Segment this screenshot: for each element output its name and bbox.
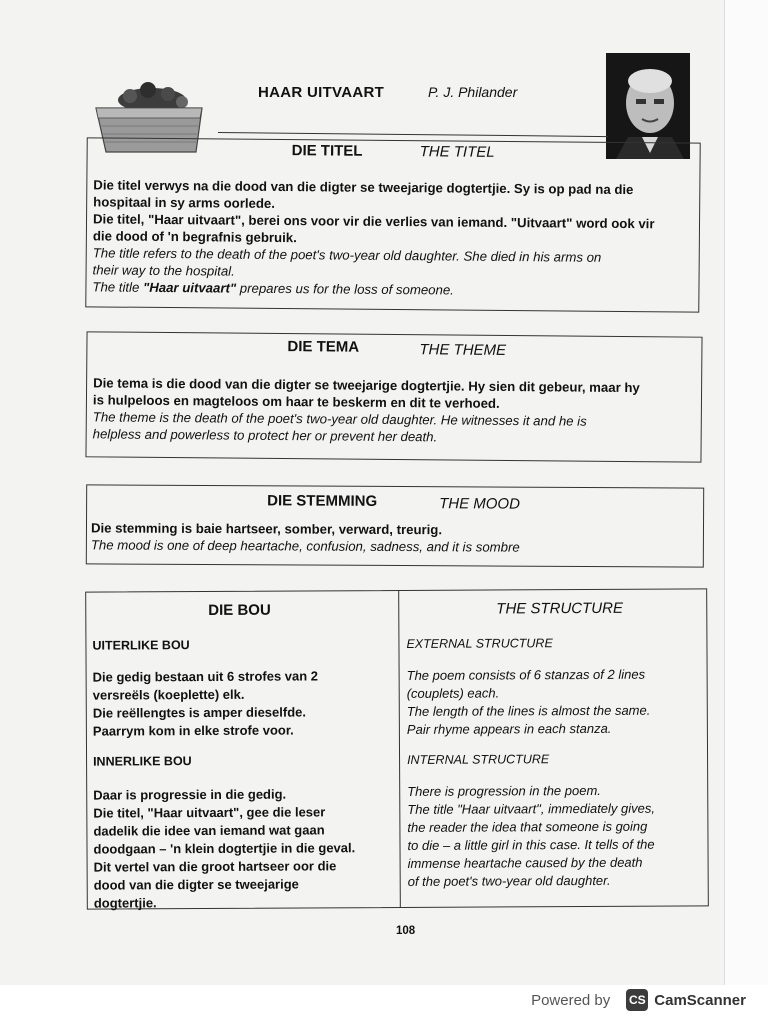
mood-section	[86, 484, 704, 567]
powered-by-text: Powered by	[531, 991, 611, 1009]
internal-line-af-1: Daar is progressie in die gedig.	[93, 786, 287, 803]
title-line-en-1: The title refers to the death of the poet's two-year old daughter. She died in his arms on	[92, 245, 602, 265]
camscanner-badge	[620, 985, 752, 1015]
external-line-af-4: Paarrym kom in elke strofe voor.	[92, 722, 294, 739]
theme-line-en-2: helpless and powerless to protect her or prevent her death.	[92, 426, 438, 445]
internal-line-en-4: to die – a little girl in this case. It tells of the	[407, 836, 655, 853]
internal-line-af-6: dood van die digter se tweejarige	[93, 876, 299, 893]
theme-heading-en: THE THEME	[419, 341, 507, 359]
structure-table	[85, 588, 709, 909]
theme-heading-af: DIE TEMA	[287, 338, 360, 356]
internal-line-af-4: doodgaan – 'n klein dogtertjie in die geval.	[93, 840, 356, 857]
title-line-af-4: die dood of 'n begrafnis gebruik.	[92, 228, 297, 246]
mood-text	[91, 519, 701, 556]
theme-line-en-1: The theme is the death of the poet's two-year old daughter. He witnesses it and he is	[92, 409, 587, 429]
external-structure-text-af	[93, 667, 393, 741]
internal-line-af-7: dogtertjie.	[93, 895, 157, 911]
theme-section	[85, 331, 702, 462]
external-line-en-2: (couplets) each.	[406, 685, 500, 701]
internal-structure-heading-en: INTERNAL STRUCTURE	[407, 752, 550, 767]
internal-structure-text-en	[407, 781, 704, 891]
poet-name: P. J. Philander	[428, 84, 518, 100]
theme-line-af-2: is hulpeloos en magteloos om haar te beskerm en dit te verhoed.	[92, 392, 500, 411]
title-line-en-3-bold: "Haar uitvaart"	[142, 279, 237, 296]
external-line-af-1: Die gedig bestaan uit 6 strofes van 2	[92, 668, 319, 685]
title-section	[85, 137, 700, 312]
title-line-af-1: Die titel verwys na die dood van die digter se tweejarige dogtertjie. Sy is op pad na die	[93, 177, 634, 198]
structure-column-divider	[398, 591, 401, 907]
internal-structure-text-af	[93, 785, 394, 913]
internal-line-en-1: There is progression in the poem.	[407, 782, 601, 799]
title-line-af-3: Die titel, "Haar uitvaart", berei ons voor vir die verlies van iemand. "Uitvaart" word ook vir	[92, 211, 655, 232]
external-line-af-3: Die reëllengtes is amper dieselfde.	[92, 704, 307, 721]
title-heading-en: THE TITEL	[419, 143, 495, 161]
title-line-en-3-post: prepares us for the loss of someone.	[236, 280, 454, 298]
page-number: 108	[396, 925, 416, 937]
mood-heading-en: THE MOOD	[439, 495, 521, 513]
internal-line-en-5: immense heartache caused by the death	[407, 854, 643, 871]
external-structure-text-en	[407, 665, 703, 739]
external-structure-heading-af: UITERLIKE BOU	[92, 638, 190, 653]
internal-line-af-3: dadelik die idee van iemand wat gaan	[93, 822, 325, 839]
structure-heading-af: DIE BOU	[208, 601, 271, 619]
theme-text	[93, 374, 700, 447]
title-text	[92, 176, 697, 300]
page-edge	[724, 0, 768, 985]
title-line-en-3-pre: The title	[92, 279, 144, 295]
external-line-en-4: Pair rhyme appears in each stanza.	[406, 720, 612, 737]
external-line-en-3: The length of the lines is almost the same.	[406, 702, 651, 719]
mood-line-af: Die stemming is baie hartseer, somber, verward, treurig.	[90, 520, 443, 538]
external-structure-heading-en: EXTERNAL STRUCTURE	[406, 636, 553, 651]
theme-line-af-1: Die tema is die dood van die digter se tweejarige dogtertjie. Hy sien dit gebeur, maar hy	[93, 375, 640, 396]
poem-title: HAAR UITVAART	[258, 84, 385, 101]
internal-structure-heading-af: INNERLIKE BOU	[93, 754, 192, 769]
title-line-af-2: hospitaal in sy arms oorlede.	[93, 194, 276, 211]
internal-line-en-3: the reader the idea that someone is going	[407, 818, 648, 835]
external-line-af-2: versreëls (koeplette) elk.	[92, 686, 245, 703]
camscanner-logo-icon: CS	[626, 989, 648, 1011]
mood-heading-af: DIE STEMMING	[267, 492, 378, 510]
camscanner-watermark	[531, 982, 752, 1018]
camscanner-brand-name: CamScanner	[654, 991, 746, 1009]
mood-line-en: The mood is one of deep heartache, confusion, sadness, and it is sombre	[90, 537, 520, 555]
title-heading-af: DIE TITEL	[291, 142, 363, 160]
title-line-en-2: their way to the hospital.	[92, 262, 235, 279]
structure-heading-en: THE STRUCTURE	[496, 599, 623, 618]
internal-line-af-5: Dit vertel van die groot hartseer oor die	[93, 858, 337, 875]
internal-line-en-2: The title "Haar uitvaart", immediately gives,	[407, 800, 656, 817]
external-line-en-1: The poem consists of 6 stanzas of 2 lines	[406, 666, 646, 683]
internal-line-en-6: of the poet's two-year old daughter.	[407, 872, 611, 889]
internal-line-af-2: Die titel, "Haar uitvaart", gee die leser	[93, 804, 326, 821]
